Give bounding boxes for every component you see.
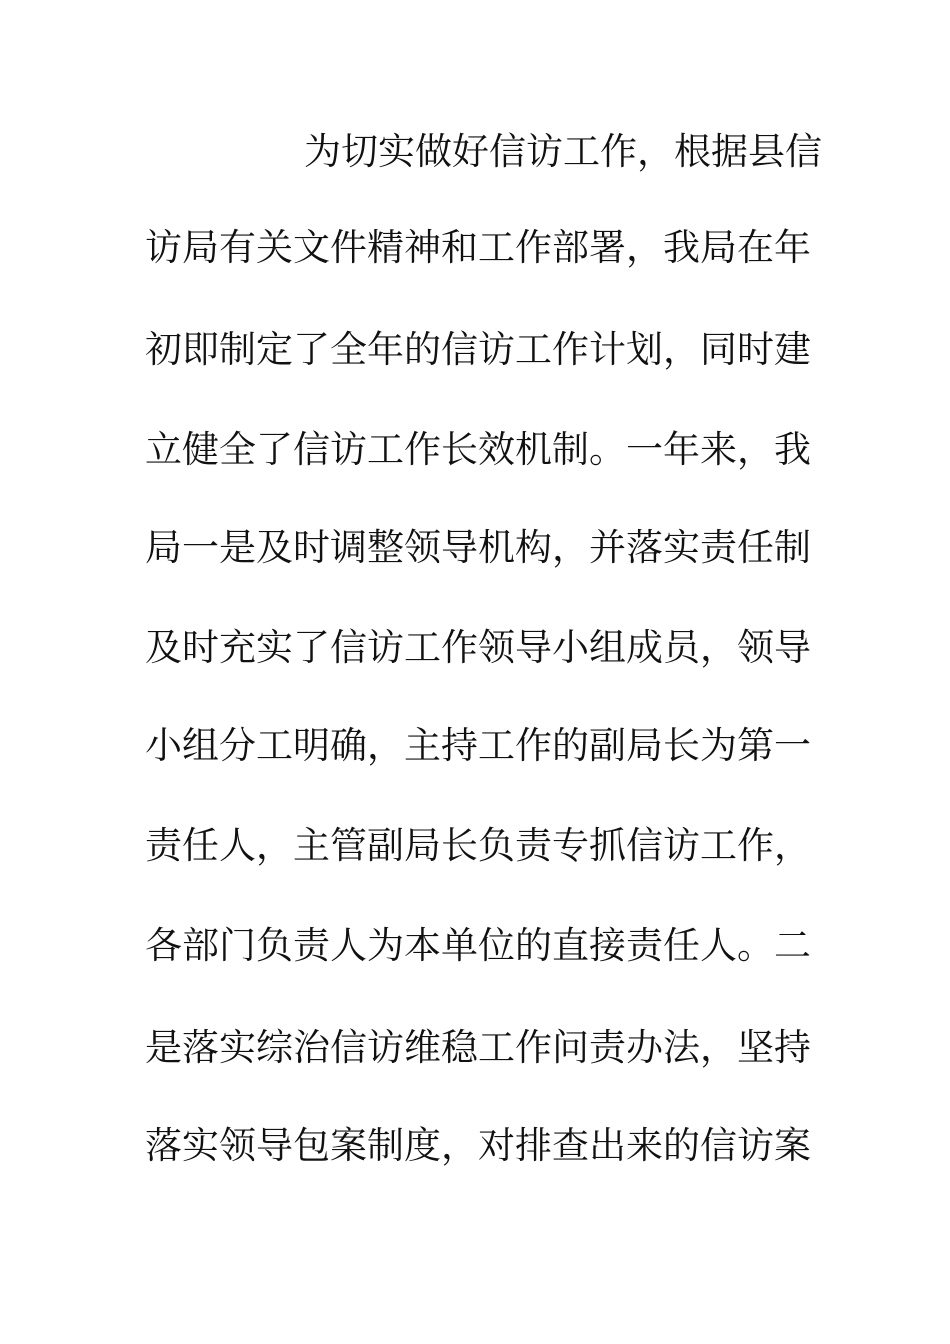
paragraph-line-11: 落实领导包案制度，对排查出来的信访案 bbox=[145, 1124, 811, 1167]
paragraph-line-7: 小组分工明确，主持工作的副局长为第一 bbox=[145, 724, 811, 767]
paragraph-line-5: 局一是及时调整领导机构，并落实责任制 bbox=[145, 526, 811, 569]
paragraph-line-2: 访局有关文件精神和工作部署，我局在年 bbox=[145, 226, 811, 269]
paragraph-line-4: 立健全了信访工作长效机制。一年来，我 bbox=[145, 428, 811, 471]
paragraph-line-1: 为切实做好信访工作，根据县信 bbox=[304, 130, 822, 173]
paragraph-line-10: 是落实综治信访维稳工作问责办法，坚持 bbox=[145, 1026, 811, 1069]
paragraph-line-9: 各部门负责人为本单位的直接责任人。二 bbox=[145, 924, 811, 967]
paragraph-line-6: 及时充实了信访工作领导小组成员，领导 bbox=[145, 626, 811, 669]
paragraph-line-3: 初即制定了全年的信访工作计划，同时建 bbox=[145, 328, 811, 371]
paragraph-line-8: 责任人，主管副局长负责专抓信访工作， bbox=[145, 824, 811, 867]
